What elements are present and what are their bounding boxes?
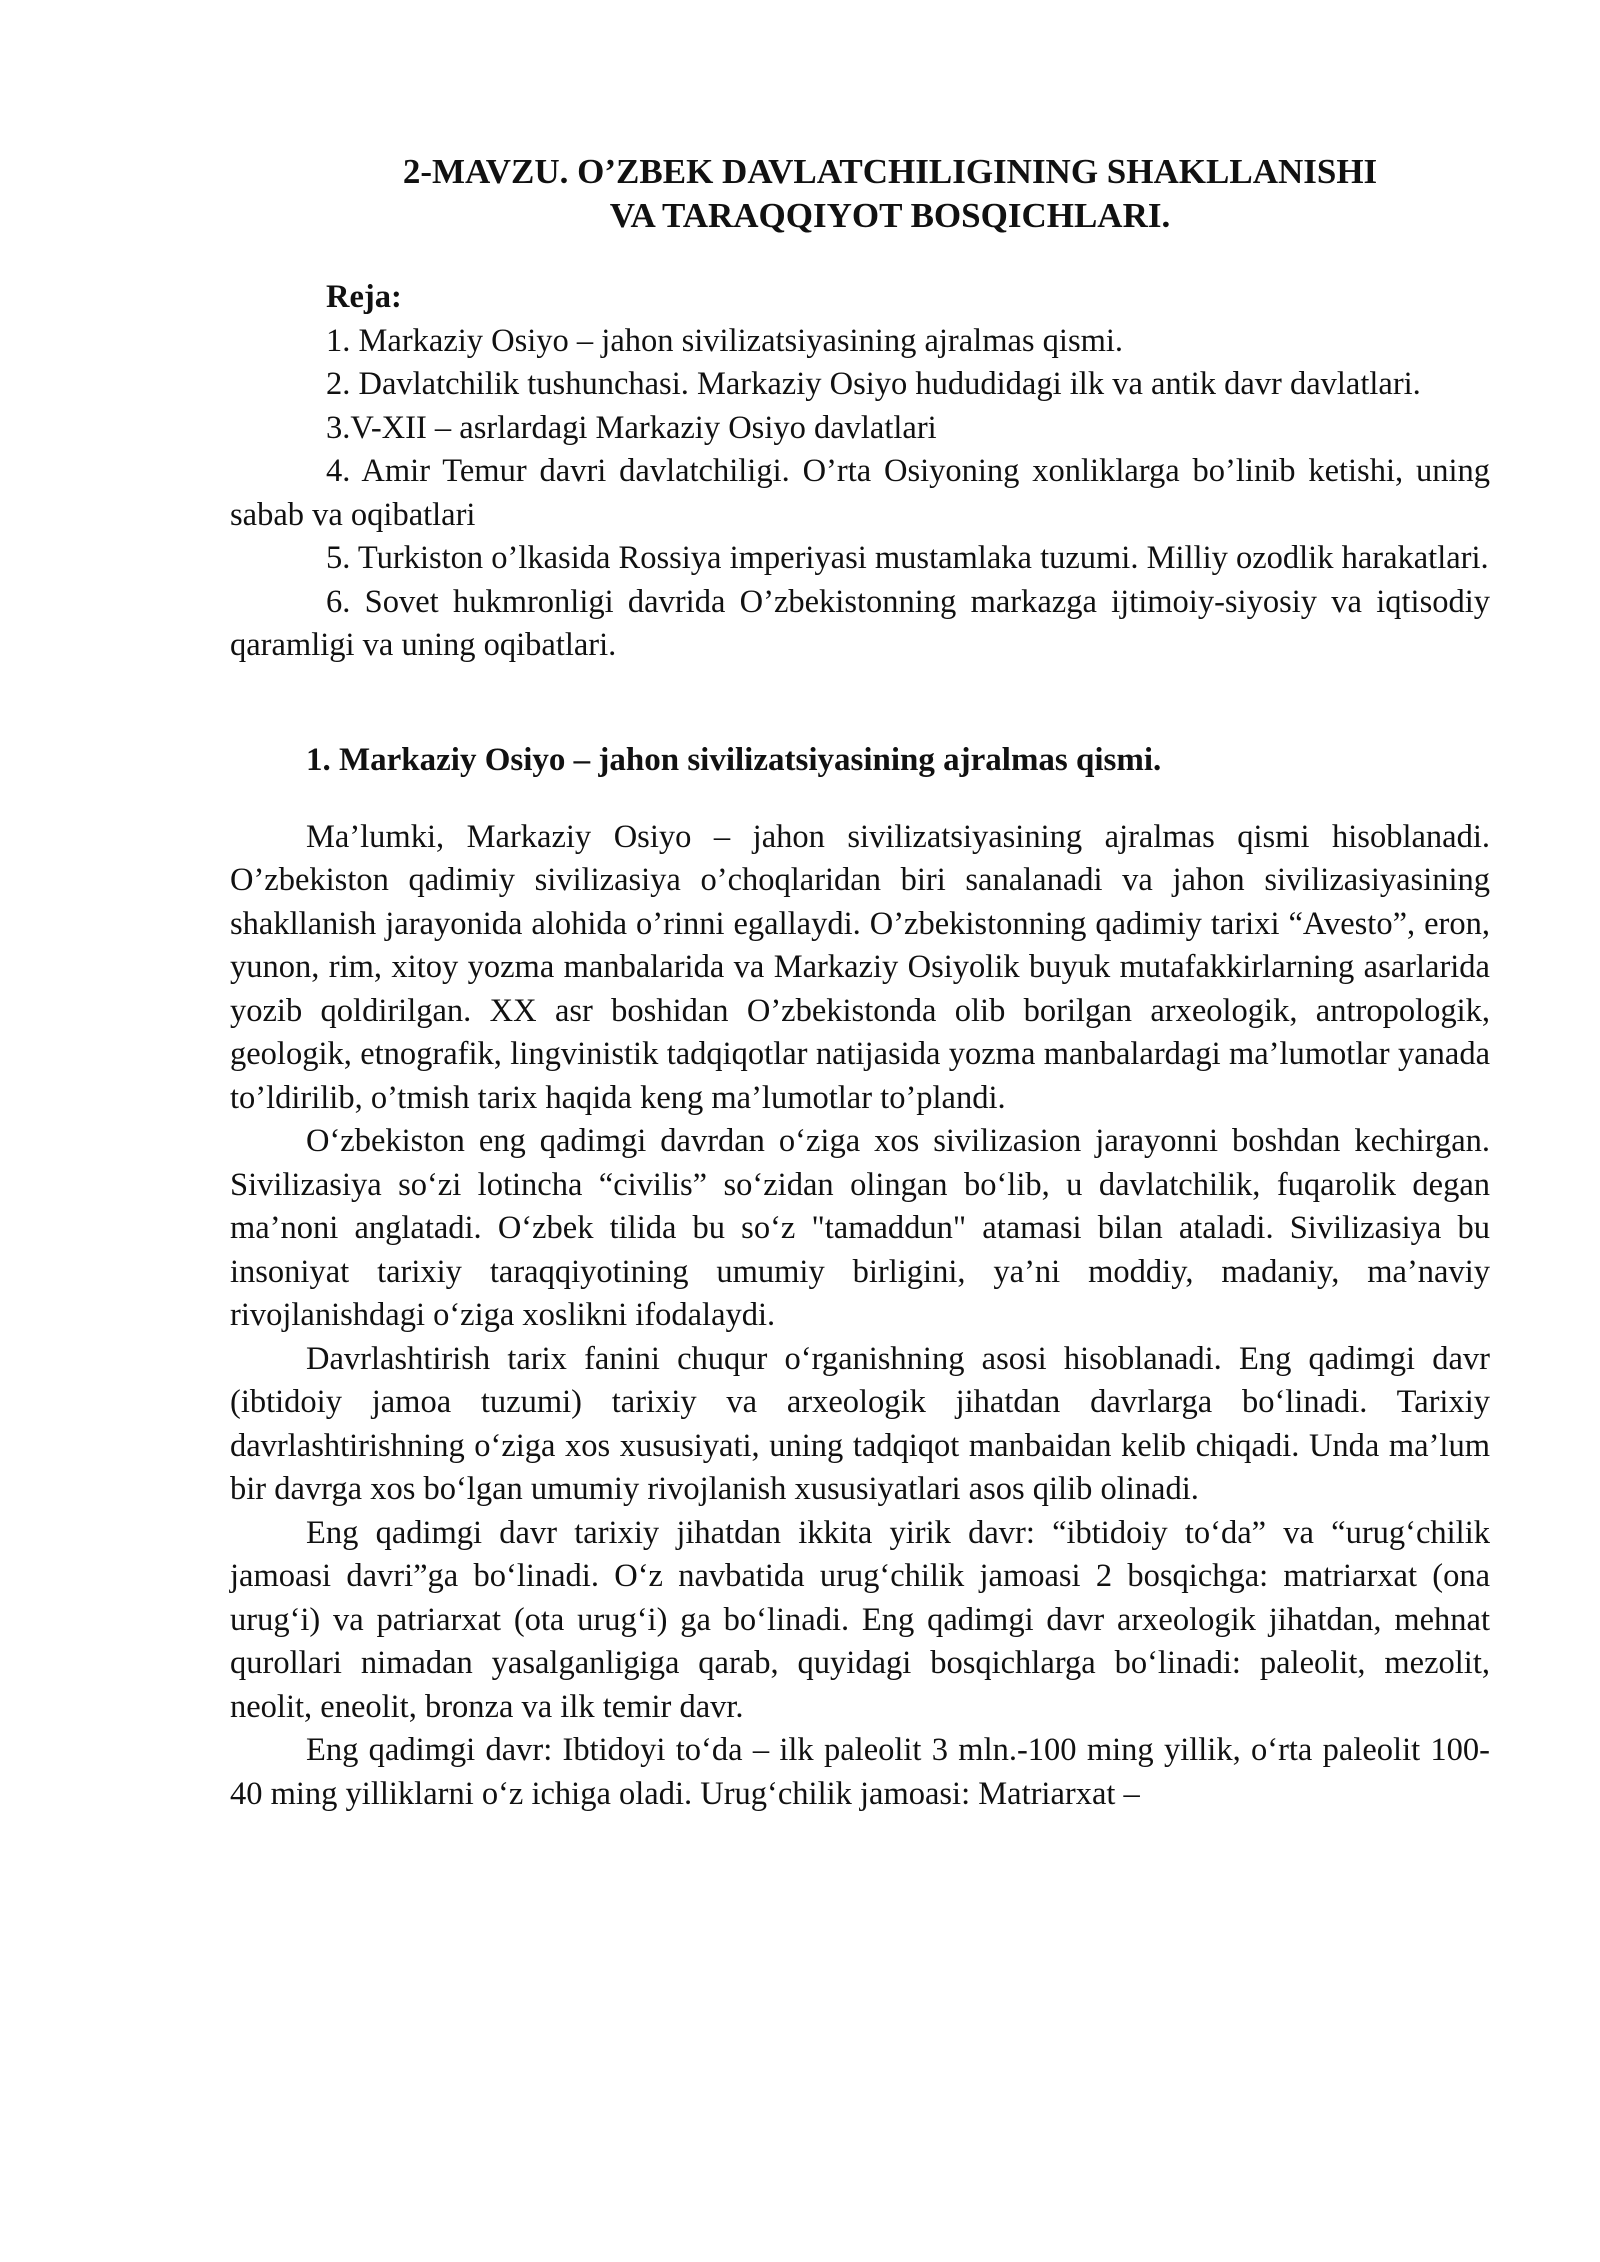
paragraph-2: O‘zbekiston eng qadimgi davrdan o‘ziga xos sivilizasion jarayonni boshdan kechirgan. Sivilizasiya so‘zi lotincha “civilis” so‘zidan olingan bo‘lib, u davlatchilik, fuqarolik degan ma’noni anglatadi. O‘zbek tilida bu so‘z "tamaddun" atamasi bilan ataladi. Sivilizasiya bu insoniyat tarixiy taraqqiyotining umumiy birligini, ya’ni moddiy, madaniy, ma’naviy rivojlanishdagi o‘ziga xoslikni ifodalaydi. <box>230 1123 1490 1333</box>
section-1-body <box>230 816 1490 1817</box>
paragraph-5: Eng qadimgi davr: Ibtidoyi to‘da – ilk paleolit 3 mln.-100 ming yillik, o‘rta paleolit 100-40 ming yilliklarni o‘z ichiga oladi. Urug‘chilik jamoasi: Matriarxat – <box>230 1732 1490 1812</box>
plan-item-1: 1. Markaziy Osiyo – jahon sivilizatsiyasining ajralmas qismi. <box>326 322 1124 359</box>
plan-item-2: 2. Davlatchilik tushunchasi. Markaziy Osiyo hududidagi ilk va antik davr davlatlari. <box>326 366 1421 402</box>
plan-heading: Reja: <box>326 279 402 315</box>
plan-section <box>230 276 1490 668</box>
plan-item-5: 5. Turkiston o’lkasida Rossiya imperiyasi mustamlaka tuzumi. Milliy ozodlik harakatlari. <box>326 540 1489 576</box>
document-title <box>230 150 1490 238</box>
title-line-2: VA TARAQQIYOT BOSQICHLARI. <box>609 196 1171 235</box>
plan-item-6: 6. Sovet hukmronligi davrida O’zbekistonning markazga ijtimoiy-siyosiy va iqtisodiy qaramligi va uning oqibatlari. <box>230 583 1490 663</box>
plan-item-3: 3.V-XII – asrlardagi Markaziy Osiyo davlatlari <box>326 409 937 446</box>
plan-item-4: 4. Amir Temur davri davlatchiligi. O’rta Osiyoning xonliklarga bo’linib ketishi, uning sabab va oqibatlari <box>230 453 1490 533</box>
paragraph-1: Ma’lumki, Markaziy Osiyo – jahon sivilizatsiyasining ajralmas qismi hisoblanadi. O’zbekiston qadimiy sivilizasiya o’choqlaridan biri sanalanadi va jahon sivilizasiyasining shakllanish jarayonida alohida o’rinni egallaydi. O’zbekistonning qadimiy tarixi “Avesto”, eron, yunon, rim, xitoy yozma manbalarida va Markaziy Osiyolik buyuk mutafakkirlarning asarlarida yozib qoldirilgan. XX asr boshidan O’zbekistonda olib borilgan arxeologik, antropologik, geologik, etnografik, lingvinistik tadqiqotlar natijasida yozma manbalardagi ma’lumotlar yanada to’ldirilib, o’tmish tarix haqida keng ma’lumotlar to’plandi. <box>230 818 1490 1116</box>
title-line-1: 2-MAVZU. O’ZBEK DAVLATCHILIGINING SHAKLLANISHI <box>402 152 1378 191</box>
section-1-heading: 1. Markaziy Osiyo – jahon sivilizatsiyasining ajralmas qismi. <box>306 741 1162 778</box>
paragraph-4: Eng qadimgi davr tarixiy jihatdan ikkita yirik davr: “ibtidoiy to‘da” va “urug‘chilik jamoasi davri”ga bo‘linadi. O‘z navbatida urug‘chilik jamoasi 2 bosqichga: matriarxat (ona urug‘i) va patriarxat (ota urug‘i) ga bo‘linadi. Eng qadimgi davr arxeologik jihatdan, mehnat qurollari nimadan yasalganligiga qarab, quyidagi bosqichlarga bo‘linadi: paleolit, mezolit, neolit, eneolit, bronza va ilk temir davr. <box>230 1514 1490 1725</box>
paragraph-3: Davrlashtirish tarix fanini chuqur o‘rganishning asosi hisoblanadi. Eng qadimgi davr (ibtidoiy jamoa tuzumi) tarixiy va arxeologik jihatdan davrlarga bo‘linadi. Tarixiy davrlashtirishning o‘ziga xos xususiyati, uning tadqiqot manbaidan kelib chiqadi. Unda ma’lum bir davrga xos bo‘lgan umumiy rivojlanish xususiyatlari asos qilib olinadi. <box>230 1340 1490 1507</box>
